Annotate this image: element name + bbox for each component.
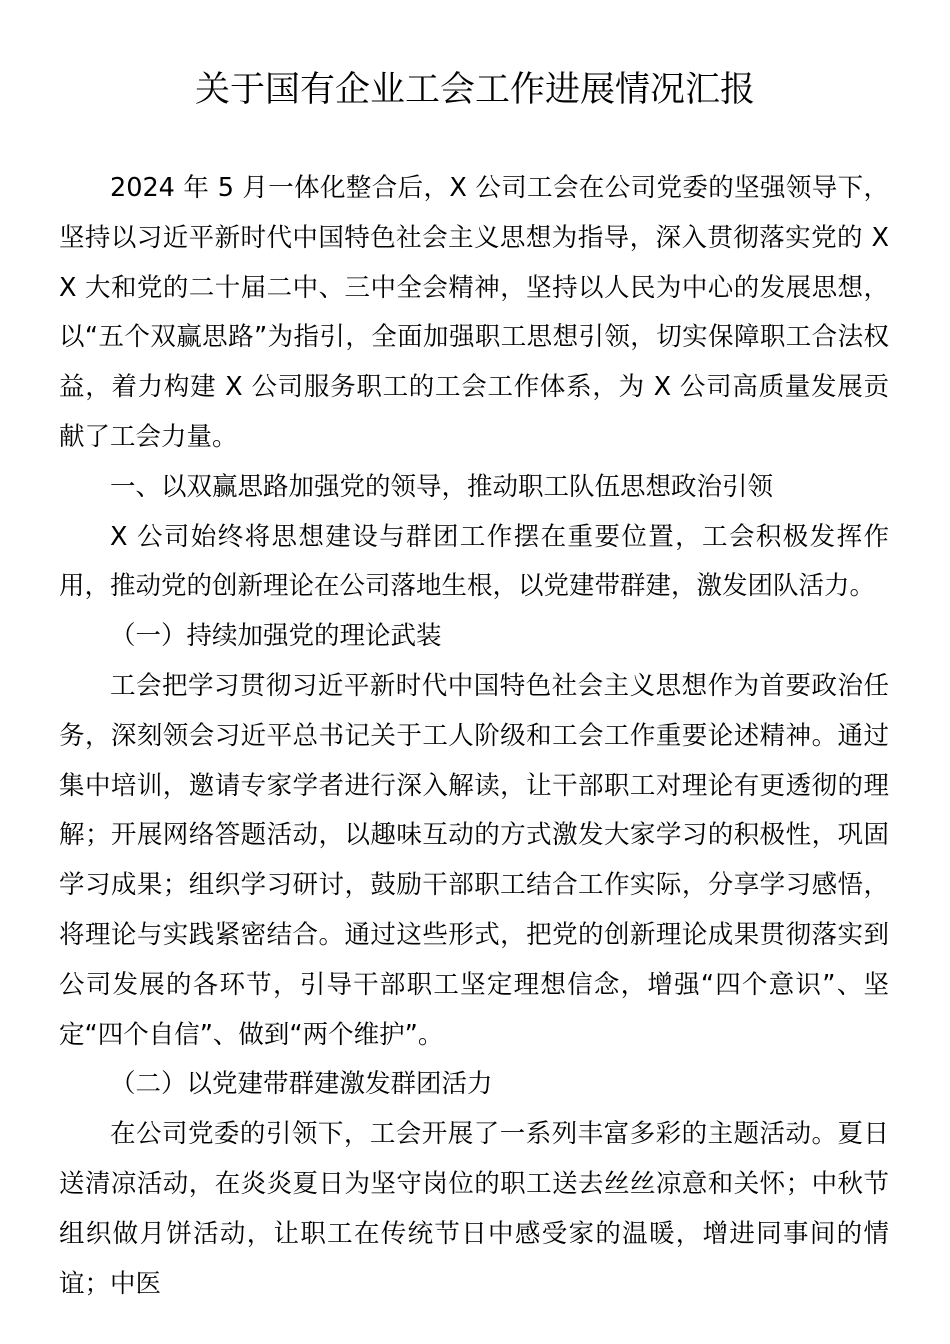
subsection-1-paragraph: 工会把学习贯彻习近平新时代中国特色社会主义思想作为首要政治任务，深刻领会习近平总书记关于工人阶级和工会工作重要论述精神。通过集中培训，邀请专家学者进行深入解读，让干部职工对理论有更透彻的理解；开展网络答题活动，以趣味互动的方式激发大家学习的积极性，巩固学习成果；组织学习研讨，鼓励干部职工结合工作实际，分享学习感悟，将理论与实践紧密结合。通过这些形式，把党的创新理论成果贯彻落实到公司发展的各环节，引导干部职工坚定理想信念，增强“四个意识”、坚定“四个自信”、做到“两个维护”。 <box>59 670 889 1050</box>
document-body <box>59 164 889 1309</box>
section-1-paragraph: X 公司始终将思想建设与群团工作摆在重要位置，工会积极发挥作用，推动党的创新理论在公司落地生根，以党建带群建，激发团队活力。 <box>59 521 889 602</box>
subsection-heading-1: （一）持续加强党的理论武装 <box>110 621 442 652</box>
document-title: 关于国有企业工会工作进展情况汇报 <box>194 70 755 110</box>
intro-paragraph: 2024 年 5 月一体化整合后，X 公司工会在公司党委的坚强领导下，坚持以习近平新时代中国特色社会主义思想为指导，深入贯彻落实党的 XX 大和党的二十届二中、三中全会精神，坚持以人民为中心的发展思想，以“五个双赢思路”为指引，全面加强职工思想引领，切实保障职工合法权益，着力构建 X 公司服务职工的工会工作体系，为 X 公司高质量发展贡献了工会力量。 <box>59 173 889 452</box>
subsection-2-paragraph: 在公司党委的引领下，工会开展了一系列丰富多彩的主题活动。夏日送清凉活动，在炎炎夏日为坚守岗位的职工送去丝丝凉意和关怀；中秋节组织做月饼活动，让职工在传统节日中感受家的温暖，增进同事间的情谊；中医 <box>59 1119 889 1299</box>
subsection-heading-2: （二）以党建带群建激发群团活力 <box>110 1069 493 1100</box>
section-heading-1: 一、以双赢思路加强党的领导，推动职工队伍思想政治引领 <box>110 471 774 502</box>
